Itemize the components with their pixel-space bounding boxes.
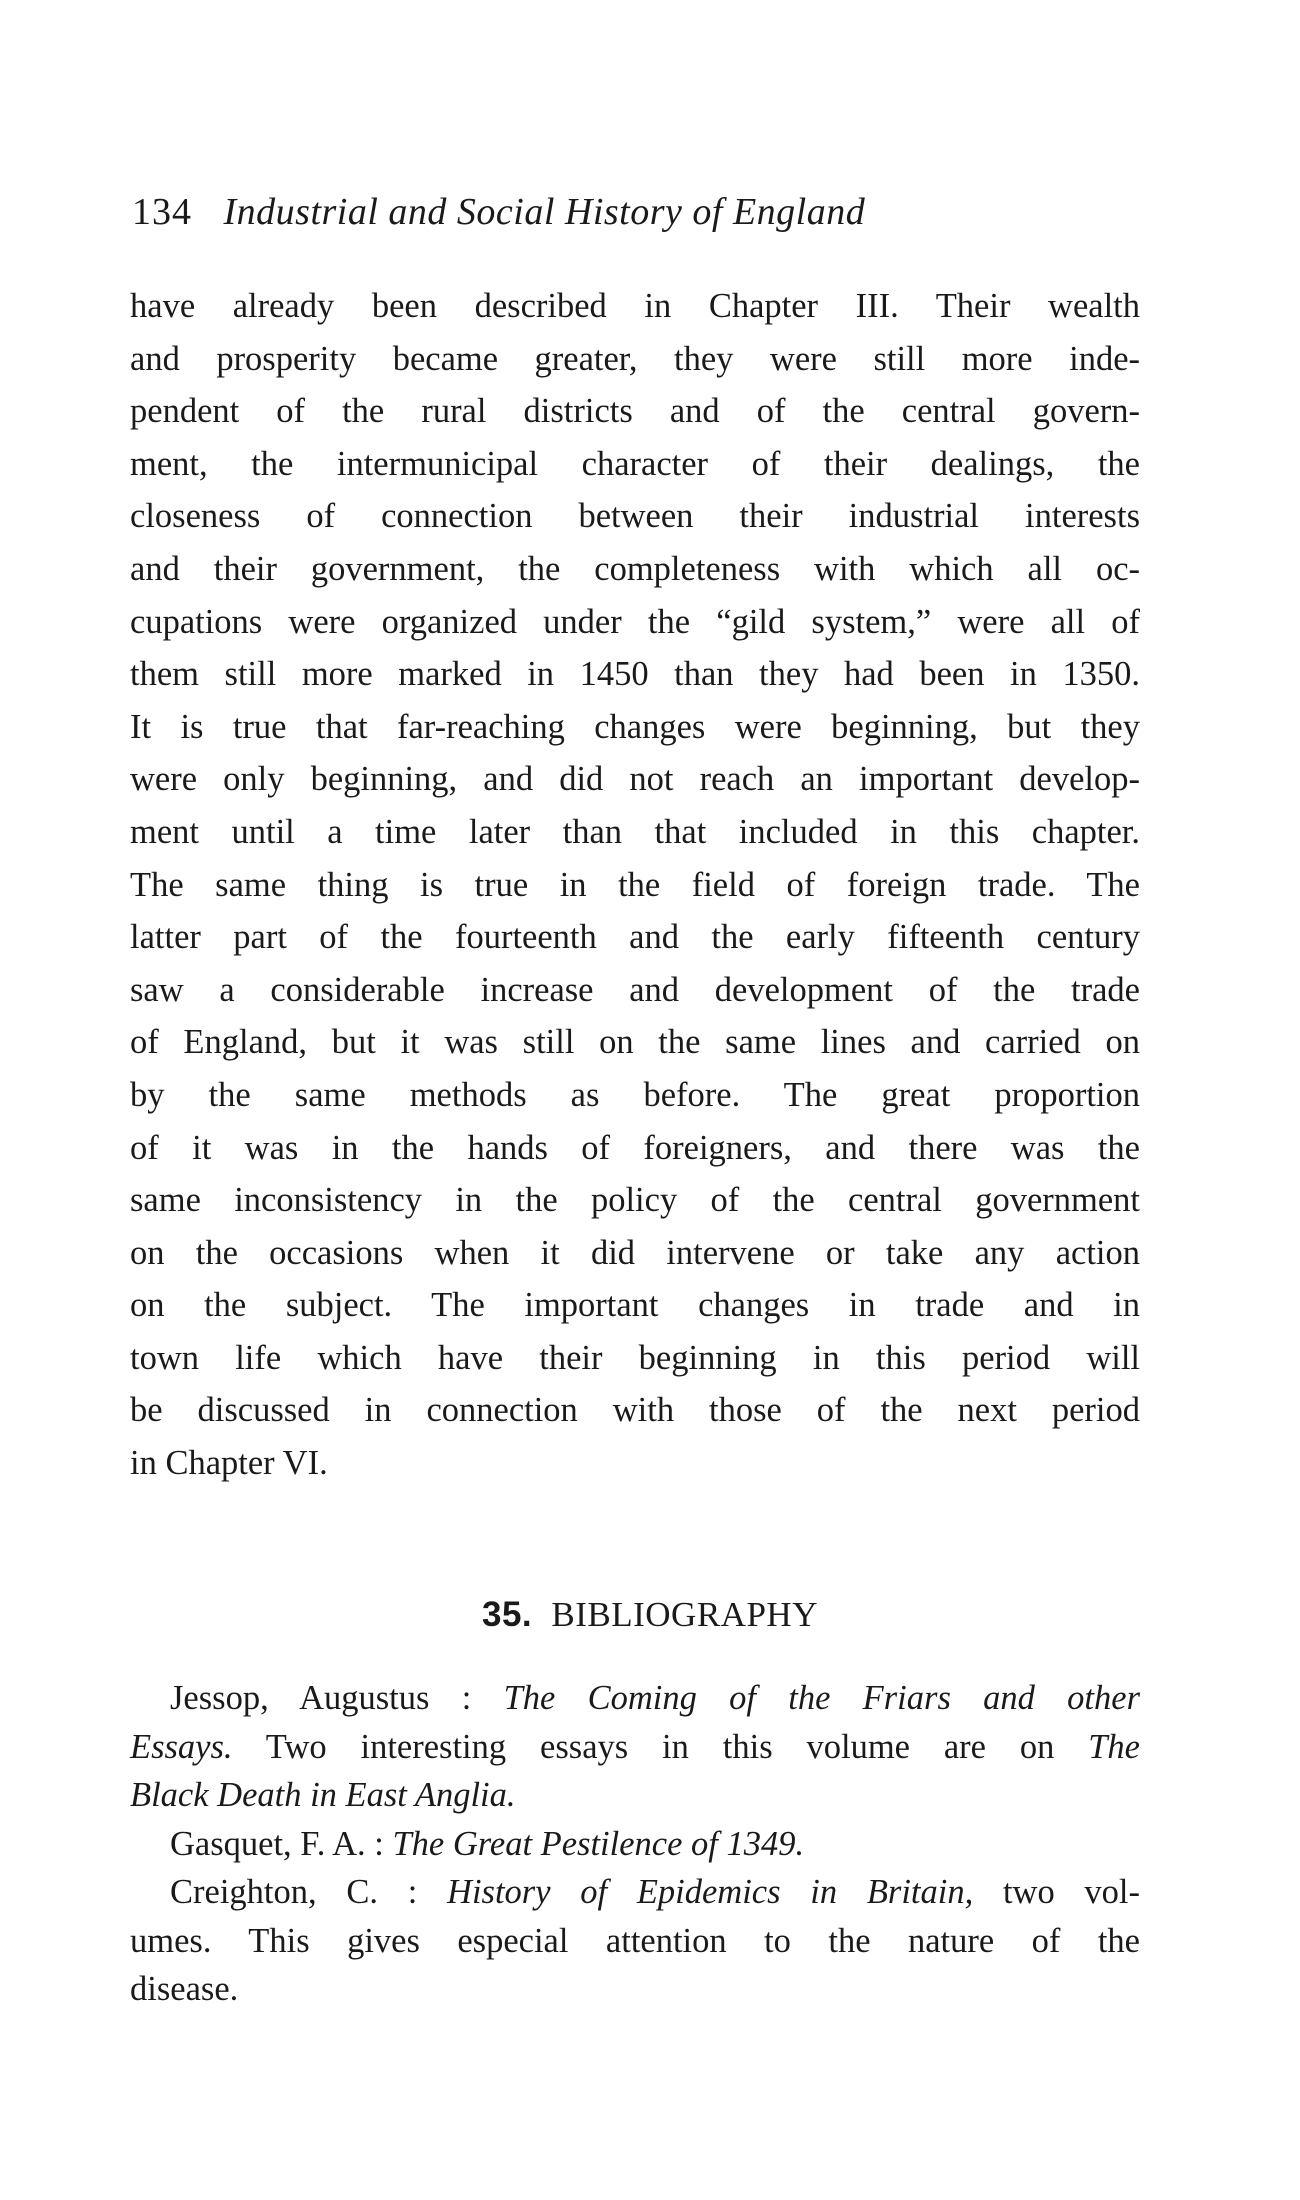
text-line: by the same methods as before. The great proportion: [130, 1075, 1140, 1114]
running-title: Industrial and Social History of England: [223, 191, 866, 233]
text-line: were only beginning, and did not reach an important develop-: [130, 760, 1140, 799]
bib-title: The Coming of the Friars and other: [503, 1679, 1140, 1717]
section-heading: [0, 1591, 1300, 1639]
text-line: It is true that far-reaching changes were beginning, but they: [130, 707, 1140, 746]
bib-note: umes. This gives especial attention to the nature of the: [130, 1921, 1140, 1960]
text-line: ment until a time later than that included in this chapter.: [130, 812, 1140, 851]
bib-note-title: The: [1088, 1727, 1140, 1766]
bib-note-title: Black Death in East Anglia.: [130, 1776, 516, 1814]
bib-title: History of Epidemics in Britain,: [447, 1873, 974, 1911]
text-line: The same thing is true in the field of foreign trade. The: [130, 865, 1140, 904]
bib-author: Creighton, C. :: [170, 1873, 448, 1911]
bib-title: The Great Pestilence of 1349.: [392, 1824, 805, 1863]
text-line: cupations were organized under the “gild system,” were all of: [130, 602, 1140, 641]
text-line: town life which have their beginning in this period will: [130, 1338, 1140, 1377]
bib-note: two vol-: [973, 1873, 1141, 1911]
running-head: [132, 188, 1132, 236]
text-line: same inconsistency in the policy of the central government: [130, 1181, 1140, 1220]
bib-note: Two interesting essays in this volume are on: [232, 1727, 1089, 1766]
text-line: be discussed in connection with those of the next period: [130, 1391, 1140, 1430]
bibliography-entry-jessop-end: [130, 1771, 1140, 1820]
bibliography-entry-jessop: [130, 1674, 1140, 1723]
bib-author: Jessop, Augustus :: [170, 1679, 504, 1717]
text-line: closeness of connection between their industrial interests: [130, 497, 1140, 536]
bibliography-entry-creighton-end: [130, 1965, 1140, 2014]
text-line: in Chapter VI.: [130, 1444, 328, 1483]
bibliography-entry-gasquet: [130, 1820, 1140, 1869]
body-paragraph: [130, 280, 1140, 1490]
text-line: on the subject. The important changes in trade and in: [130, 1286, 1140, 1325]
text-line: ment, the intermunicipal character of their dealings, the: [130, 444, 1140, 483]
bibliography-entry-creighton-cont: [130, 1917, 1140, 1966]
text-line: have already been described in Chapter III. Their wealth: [130, 287, 1140, 325]
page-number: 134: [132, 191, 192, 233]
text-line: and their government, the completeness with which all oc-: [130, 549, 1140, 588]
text-line: latter part of the fourteenth and the early fifteenth century: [130, 918, 1140, 957]
text-line: of it was in the hands of foreigners, and there was the: [130, 1128, 1140, 1167]
bib-title: Essays.: [130, 1727, 233, 1766]
bibliography-list: [130, 1674, 1140, 2014]
text-line: saw a considerable increase and development of the trade: [130, 970, 1140, 1009]
text-line: pendent of the rural districts and of the central govern-: [130, 392, 1140, 431]
text-line: and prosperity became greater, they were still more inde-: [130, 339, 1140, 378]
text-line: them still more marked in 1450 than they had been in 1350.: [130, 655, 1140, 694]
bib-note: disease.: [130, 1970, 239, 2008]
text-line: of England, but it was still on the same lines and carried on: [130, 1023, 1140, 1062]
bibliography-entry-creighton: [130, 1868, 1140, 1917]
section-number: 35.: [482, 1595, 533, 1634]
bibliography-entry-jessop-cont: [130, 1723, 1140, 1772]
section-title: BIBLIOGRAPHY: [551, 1595, 818, 1634]
text-line: on the occasions when it did intervene or take any action: [130, 1233, 1140, 1272]
bib-author: Gasquet, F. A. :: [170, 1824, 393, 1863]
